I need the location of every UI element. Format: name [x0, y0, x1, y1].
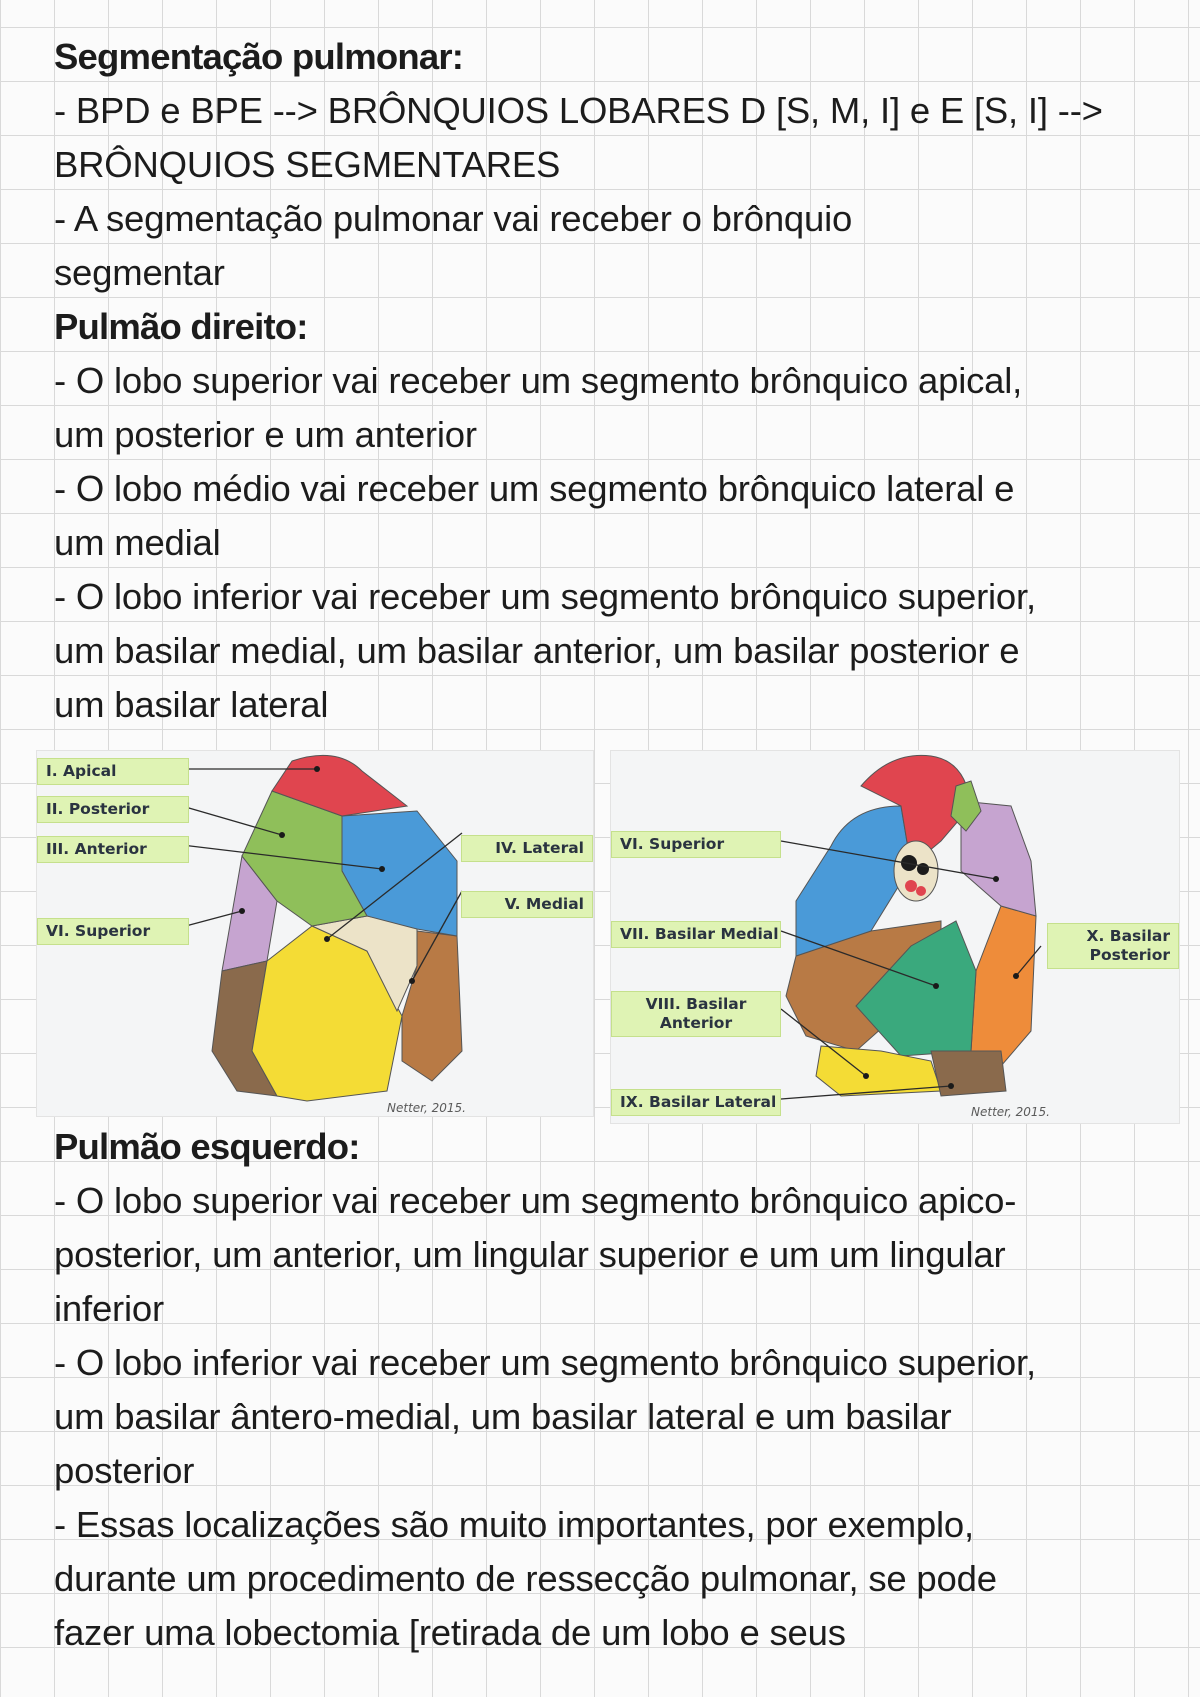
segment-basilar-dark-brown [931, 1051, 1006, 1096]
label-basilar-posterior-line-2: Posterior [1089, 946, 1170, 964]
note-line: inferior [54, 1288, 164, 1329]
label-superior: VI. Superior [37, 918, 189, 945]
note-line: - O lobo médio vai receber um segmento brônquico lateral e [54, 468, 1015, 509]
section-heading: Segmentação pulmonar: [54, 36, 464, 77]
note-line: fazer uma lobectomia [retirada de um lobo e seus [54, 1612, 846, 1653]
note-line: um posterior e um anterior [54, 414, 477, 455]
label-basilar-posterior-line-1: X. Basilar [1086, 927, 1170, 945]
segment-basilar-posterior-orange [971, 906, 1036, 1066]
label-anterior: III. Anterior [37, 836, 189, 863]
label-basilar-posterior [1047, 923, 1179, 969]
note-line: posterior, um anterior, um lingular superior e um um lingular [54, 1234, 1006, 1275]
label-basilar-lateral: IX. Basilar Lateral [611, 1089, 781, 1116]
note-line: um basilar ântero-medial, um basilar lateral e um basilar [54, 1396, 952, 1437]
note-line: - BPD e BPE --> BRÔNQUIOS LOBARES D [S, M, I] e E [S, I] --> [54, 90, 1103, 131]
note-line: - Essas localizações são muito importantes, por exemplo, [54, 1504, 974, 1545]
hilum-vessels [894, 841, 938, 901]
section-heading: Pulmão direito: [54, 306, 308, 347]
section-heading: Pulmão esquerdo: [54, 1126, 360, 1167]
label-lateral: IV. Lateral [461, 835, 593, 862]
note-line: BRÔNQUIOS SEGMENTARES [54, 144, 561, 185]
note-line: - O lobo inferior vai receber um segmento brônquico superior, [54, 576, 1036, 617]
label-medial: V. Medial [461, 891, 593, 918]
label-posterior: II. Posterior [37, 796, 189, 823]
figure-credit: Netter, 2015. [387, 1101, 466, 1115]
note-line: - O lobo inferior vai receber um segmento brônquico superior, [54, 1342, 1036, 1383]
note-line: um medial [54, 522, 221, 563]
right-lung-medial-figure [610, 750, 1180, 1124]
label-superior: VI. Superior [611, 831, 781, 858]
label-apical: I. Apical [37, 758, 189, 785]
figure-credit: Netter, 2015. [971, 1105, 1050, 1119]
note-line: posterior [54, 1450, 195, 1491]
note-line: segmentar [54, 252, 225, 293]
label-basilar-anterior-line-1: VIII. Basilar [645, 995, 747, 1013]
note-line: - A segmentação pulmonar vai receber o brônquio [54, 198, 853, 239]
note-line: durante um procedimento de ressecção pulmonar, se pode [54, 1558, 997, 1599]
label-basilar-anterior-line-2: Anterior [659, 1014, 733, 1032]
note-line: - O lobo superior vai receber um segmento brônquico apical, [54, 360, 1023, 401]
note-page-bottom [54, 1120, 1164, 1660]
note-line: um basilar medial, um basilar anterior, um basilar posterior e [54, 630, 1020, 671]
label-basilar-anterior [611, 991, 781, 1037]
note-line: um basilar lateral [54, 684, 329, 725]
note-line: - O lobo superior vai receber um segmento brônquico apico- [54, 1180, 1017, 1221]
label-basilar-medial: VII. Basilar Medial [611, 921, 781, 948]
lung-figures [36, 750, 1180, 1122]
right-lung-lateral-figure [36, 750, 594, 1117]
note-page [54, 30, 1164, 732]
